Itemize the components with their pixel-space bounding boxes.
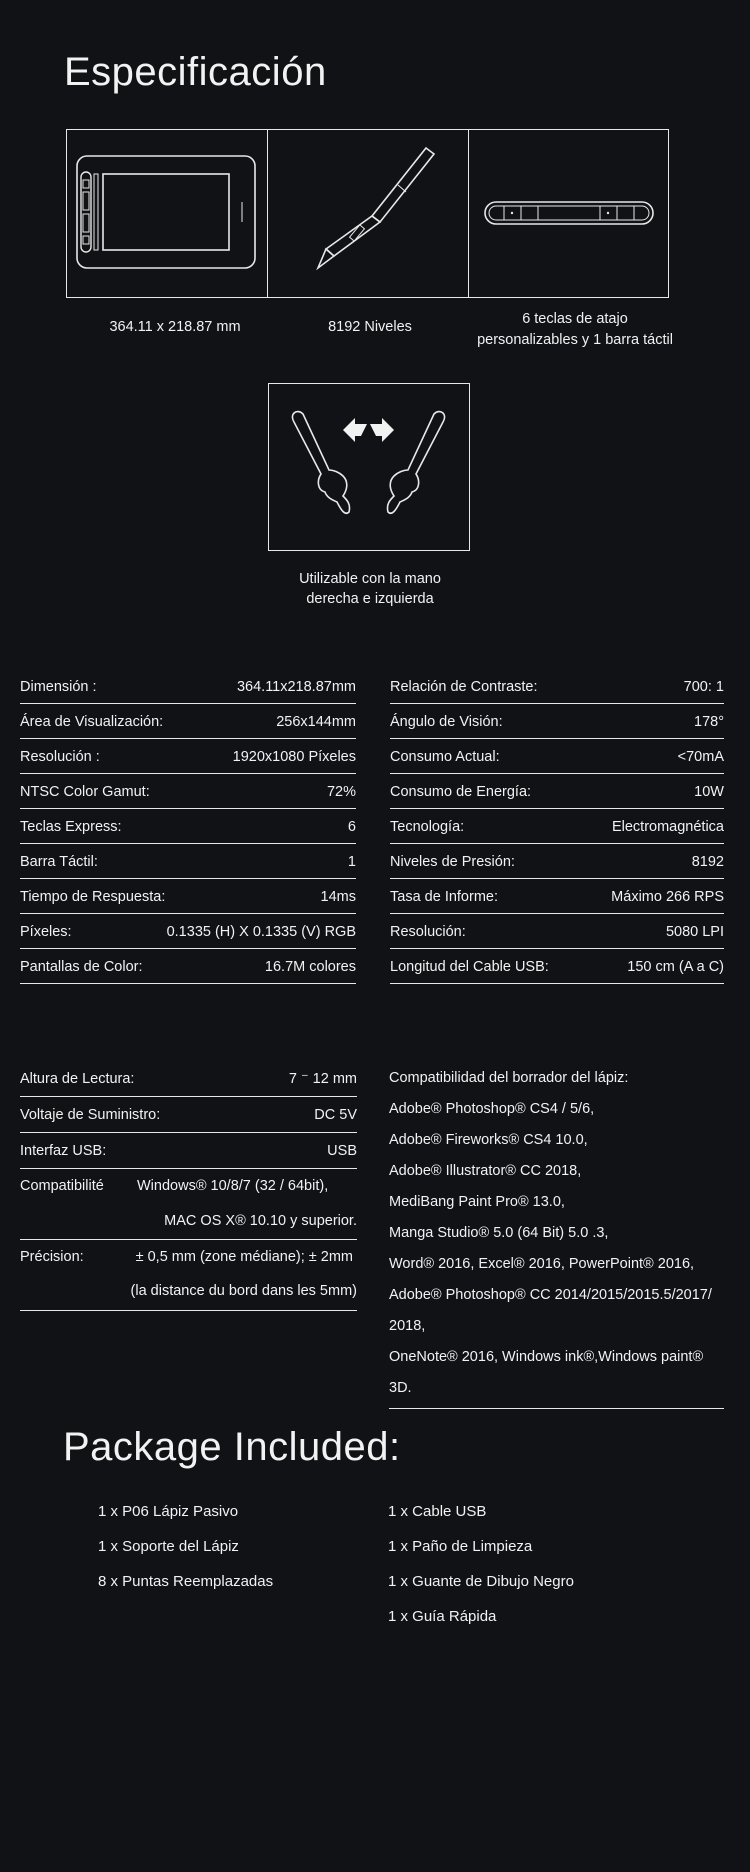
tablet-icon xyxy=(67,130,267,296)
spec-title: Especificación xyxy=(64,50,327,94)
pen-icon xyxy=(268,130,468,296)
spec-row: Consumo de Energía: 10W xyxy=(390,775,724,809)
specs-right xyxy=(390,670,724,985)
precision-row: Précision: ± 0,5 mm (zone médiane); ± 2mm (la distance du bord dans les 5mm) xyxy=(20,1240,357,1311)
spec-row: Área de Visualización: 256x144mm xyxy=(20,705,356,739)
package-list-left xyxy=(98,1494,348,1599)
spec-row: Tiempo de Respuesta: 14ms xyxy=(20,880,356,914)
spec-row: Relación de Contraste: 700: 1 xyxy=(390,670,724,704)
specs-left xyxy=(20,670,356,985)
feature-boxes xyxy=(66,129,669,298)
spec-row: Ángulo de Visión: 178° xyxy=(390,705,724,739)
package-item: 1 x Paño de Limpieza xyxy=(388,1538,533,1555)
spec-row: Resolución : 1920x1080 Píxeles xyxy=(20,740,356,774)
spec-row: Píxeles: 0.1335 (H) X 0.1335 (V) RGB xyxy=(20,915,356,949)
ambidextrous-caption-2: derecha e izquierda xyxy=(306,591,434,607)
specs2-left xyxy=(20,1061,357,1311)
compat-item: 2018, xyxy=(389,1318,426,1334)
compat-item: OneNote® 2016, Windows ink®,Windows paint® xyxy=(389,1349,704,1365)
spec-row: NTSC Color Gamut: 72% xyxy=(20,775,356,809)
compat-item: Word® 2016, Excel® 2016, PowerPoint® 2016, xyxy=(389,1256,695,1272)
tablet-illustration xyxy=(67,130,268,297)
package-list-right xyxy=(388,1494,688,1634)
compat-item: Adobe® Photoshop® CC 2014/2015/2015.5/2017/ xyxy=(389,1287,712,1303)
compat-row: Compatibilité Windows® 10/8/7 (32 / 64bit), MAC OS X® 10.10 y superior. xyxy=(20,1169,357,1240)
spec-row: Dimensión : 364.11x218.87mm xyxy=(20,670,356,704)
spec-row: Consumo Actual: <70mA xyxy=(390,740,724,774)
spec-row: Altura de Lectura: 7 ⁻ 12 mm xyxy=(20,1061,357,1097)
compat-item: MediBang Paint Pro® 13.0, xyxy=(389,1194,565,1210)
spec-row: Tecnología: Electromagnética xyxy=(390,810,724,844)
spec-row: Barra Táctil: 1 xyxy=(20,845,356,879)
spec-row: Niveles de Presión: 8192 xyxy=(390,845,724,879)
pen-compatibility-list xyxy=(389,1063,724,1409)
spec-row: Resolución: 5080 LPI xyxy=(390,915,724,949)
package-item: 1 x Guía Rápida xyxy=(388,1608,497,1625)
spec-row: Pantallas de Color: 16.7M colores xyxy=(20,950,356,984)
package-item: 1 x Soporte del Lápiz xyxy=(98,1538,239,1555)
package-item: 8 x Puntas Reemplazadas xyxy=(98,1573,274,1590)
pen-illustration xyxy=(268,130,469,297)
ambidextrous-box xyxy=(268,383,470,551)
express-keys-caption-2: personalizables y 1 barra táctil xyxy=(477,332,673,348)
ambidextrous-icon xyxy=(269,384,468,549)
tablet-size-caption: 364.11 x 218.87 mm xyxy=(109,319,241,335)
package-title: Package Included: xyxy=(63,1425,401,1469)
spec-row: Interfaz USB: USB xyxy=(20,1133,357,1169)
spec-row: Teclas Express: 6 xyxy=(20,810,356,844)
compat-item: Adobe® Illustrator® CC 2018, xyxy=(389,1163,582,1179)
package-item: 1 x Cable USB xyxy=(388,1503,487,1520)
pen-levels-caption: 8192 Niveles xyxy=(328,319,412,335)
compat-heading: Compatibilidad del borrador del lápiz: xyxy=(389,1070,629,1086)
compat-item: Manga Studio® 5.0 (64 Bit) 5.0 .3, xyxy=(389,1225,609,1241)
ambidextrous-caption-1: Utilizable con la mano xyxy=(299,571,441,587)
spec-row: Longitud del Cable USB: 150 cm (A a C) xyxy=(390,950,724,984)
spec-row: Voltaje de Suministro: DC 5V xyxy=(20,1097,357,1133)
express-keys-illustration xyxy=(469,130,670,297)
compat-item: 3D. xyxy=(389,1380,412,1396)
compat-item: Adobe® Fireworks® CS4 10.0, xyxy=(389,1132,588,1148)
express-keys-icon xyxy=(469,130,669,296)
spec-row: Tasa de Informe: Máximo 266 RPS xyxy=(390,880,724,914)
package-item: 1 x P06 Lápiz Pasivo xyxy=(98,1503,239,1520)
compat-item: Adobe® Photoshop® CS4 / 5/6, xyxy=(389,1101,595,1117)
express-keys-caption-1: 6 teclas de atajo xyxy=(522,311,628,327)
package-item: 1 x Guante de Dibujo Negro xyxy=(388,1573,574,1590)
